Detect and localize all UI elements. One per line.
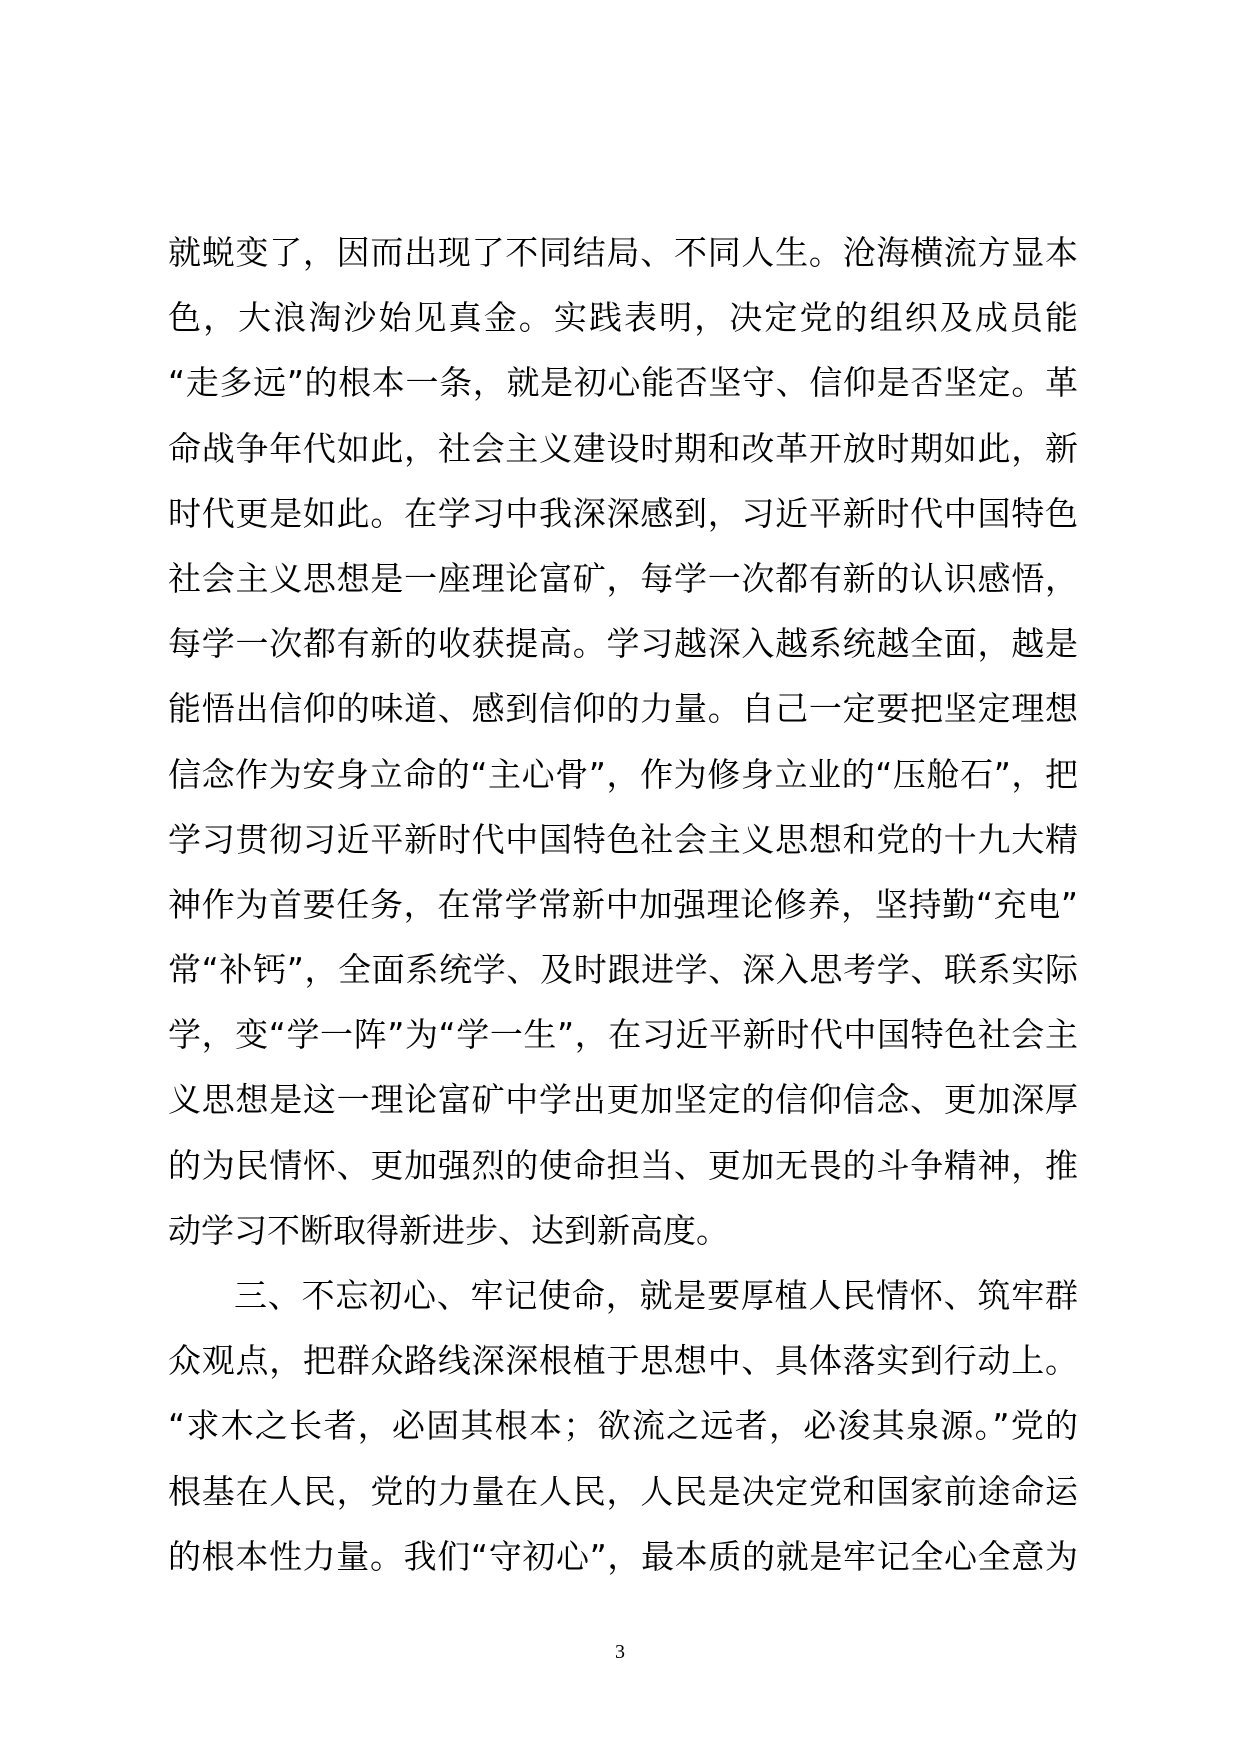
text-line: 色，大浪淘沙始见真金。实践表明，决定党的组织及成员能 <box>168 298 1078 338</box>
text-line: 学，变“学一阵”为“学一生”，在习近平新时代中国特色社会主 <box>168 1015 1078 1055</box>
text-line: “求木之长者，必固其根本；欲流之远者，必浚其泉源。”党的 <box>168 1406 1078 1446</box>
text-line: 神作为首要任务，在常学常新中加强理论修养，坚持勤“充电” <box>168 884 1078 924</box>
text-line: 时代更是如此。在学习中我深深感到，习近平新时代中国特色 <box>168 493 1078 533</box>
text-line: 能悟出信仰的味道、感到信仰的力量。自己一定要把坚定理想 <box>168 689 1078 729</box>
text-line: 动学习不断取得新进步、达到新高度。 <box>168 1210 729 1250</box>
page-number: 3 <box>615 1641 625 1663</box>
body-text <box>168 220 1078 1589</box>
text-line: 众观点，把群众路线深深根植于思想中、具体落实到行动上。 <box>168 1341 1078 1381</box>
text-line: 三、不忘初心、牢记使命，就是要厚植人民情怀、筑牢群 <box>234 1276 1078 1315</box>
text-line: 的为民情怀、更加强烈的使命担当、更加无畏的斗争精神，推 <box>168 1145 1078 1185</box>
text-line: 命战争年代如此，社会主义建设时期和改革开放时期如此，新 <box>168 428 1078 468</box>
text-line: 就蜕变了，因而出现了不同结局、不同人生。沧海横流方显本 <box>168 233 1078 272</box>
text-line: 根基在人民，党的力量在人民，人民是决定党和国家前途命运 <box>168 1471 1078 1511</box>
text-line: 学习贯彻习近平新时代中国特色社会主义思想和党的十九大精 <box>168 819 1078 859</box>
text-line: 信念作为安身立命的“主心骨”，作为修身立业的“压舱石”，把 <box>168 754 1078 794</box>
text-line: 的根本性力量。我们“守初心”，最本质的就是牢记全心全意为 <box>168 1536 1078 1576</box>
text-line: 社会主义思想是一座理论富矿，每学一次都有新的认识感悟， <box>168 558 1078 598</box>
text-line: 义思想是这一理论富矿中学出更加坚定的信仰信念、更加深厚 <box>168 1080 1078 1120</box>
text-line: 每学一次都有新的收获提高。学习越深入越系统越全面，越是 <box>168 624 1078 664</box>
text-line: 常“补钙”，全面系统学、及时跟进学、深入思考学、联系实际 <box>168 950 1078 990</box>
text-line: “走多远”的根本一条，就是初心能否坚守、信仰是否坚定。革 <box>168 363 1078 403</box>
